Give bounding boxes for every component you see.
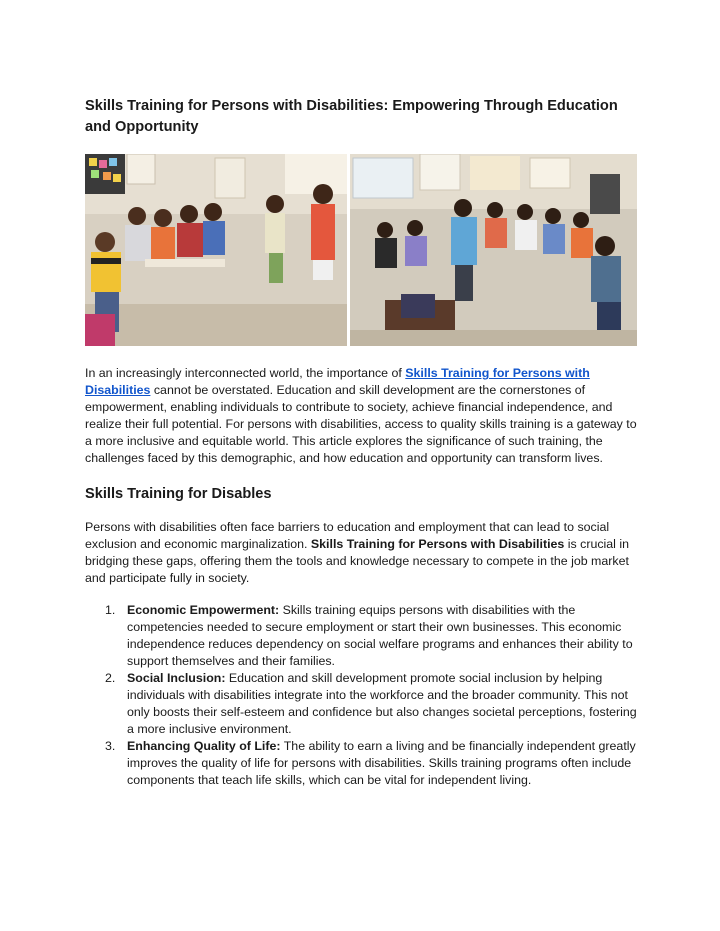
list-item: [85, 602, 637, 670]
list-item: [85, 738, 637, 789]
list-item-text: Skills training equips persons with disabilities with the competencies needed to secure employment or start their own businesses. This economic independence reduces dependency on social welfare programs and enhances their ability to support themselves and their families.: [127, 603, 633, 668]
list-item-label: Enhancing Quality of Life:: [127, 739, 281, 753]
list-number: 3.: [105, 739, 116, 753]
classroom-photo: [85, 154, 637, 346]
list-number: 1.: [105, 603, 116, 617]
benefits-list: [85, 602, 637, 789]
list-item-label: Economic Empowerment:: [127, 603, 280, 617]
section-text-after: is crucial in bridging these gaps, offering them the tools and knowledge necessary to compete in the job market and participate fully in society.: [85, 537, 630, 585]
section-paragraph: [85, 519, 637, 587]
skills-training-link[interactable]: Skills Training for Persons with Disabilities: [85, 366, 590, 397]
list-item-text: The ability to earn a living and be financially independent greatly improves the quality of life for persons with disabilities. Skills training programs often include components that teach life skills, which can be vital for independent living.: [127, 739, 636, 787]
intro-paragraph: [85, 365, 637, 467]
section-heading: Skills Training for Disables: [85, 486, 272, 502]
list-item-label: Social Inclusion:: [127, 671, 226, 685]
intro-text-after: cannot be overstated. Education and skill development are the cornerstones of empowerment, enabling individuals to contribute to society, achieve financial independence, and realize their full potential. For persons with disabilities, access to quality skills training is a gateway to a more inclusive and equitable world. This article explores the significance of such training, the challenges faced by this demographic, and how education and opportunity can transform lives.: [85, 383, 637, 465]
list-item: [85, 670, 637, 738]
intro-text-before: In an increasingly interconnected world, the importance of: [85, 366, 406, 380]
section-text-before: Persons with disabilities often face barriers to education and employment that can lead to social exclusion and economic marginalization.: [85, 520, 610, 551]
section-bold-text: Skills Training for Persons with Disabilities: [310, 537, 565, 551]
page-title: Skills Training for Persons with Disabilities: Empowering Through Education and Opportunity: [85, 98, 618, 135]
list-number: 2.: [105, 671, 116, 685]
document-page: [85, 96, 637, 789]
list-item-text: Education and skill development promote social inclusion by helping individuals with disabilities integrate into the workforce and the broader community. This not only boosts their self-esteem and confidence but also changes societal perceptions, fostering a more inclusive environment.: [127, 671, 637, 736]
